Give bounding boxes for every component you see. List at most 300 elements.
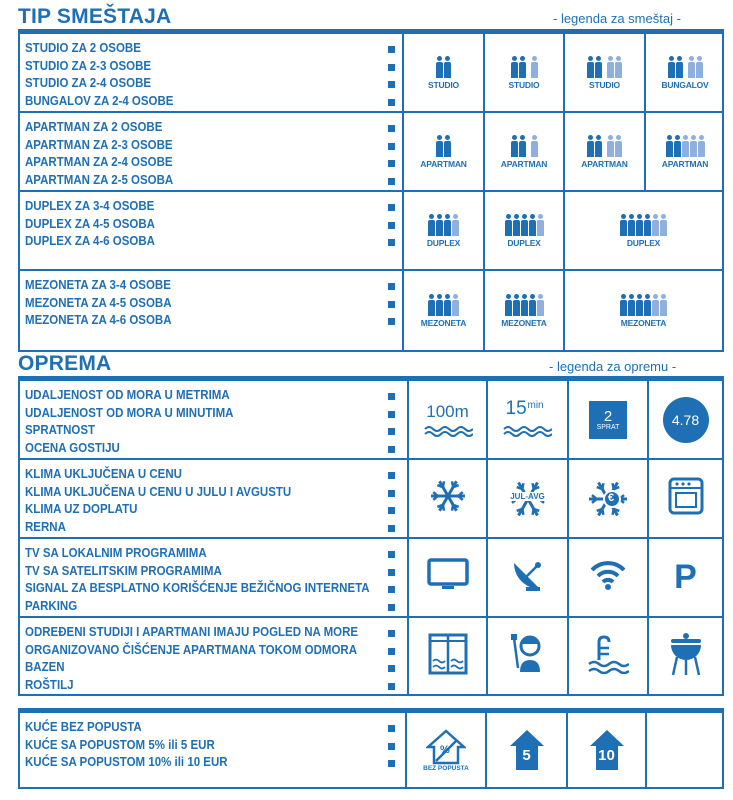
people-icon [620,214,667,236]
person-icon [660,214,667,236]
person-head [653,294,658,299]
people-icon [587,135,622,157]
legend-smestaj: - legenda za smeštaj - [553,11,681,26]
equipment-cell [486,539,567,616]
people-icon [436,135,451,157]
bullets [388,551,395,621]
equipment-cell [407,381,486,458]
person-icon [644,214,651,236]
floor-word: SPRAT [596,423,620,431]
person-head [445,135,450,140]
person-body [587,141,594,157]
person-head [645,214,650,219]
row-label: STUDIO ZA 2-4 OSOBE [25,76,152,90]
row-label: KUĆE SA POPUSTOM 5% ili 5 EUR [25,737,215,752]
bullet [388,178,395,185]
row-labels [25,719,245,772]
row-label: PARKING [25,598,78,613]
table-row [20,460,722,539]
person-head [699,135,704,140]
equipment-cell [647,460,722,537]
person-icon [513,214,520,236]
no-discount-caption: BEZ POPUSTA [423,764,469,772]
person-icon [513,294,520,316]
person-icon [436,56,443,78]
person-body [628,300,635,316]
person-body [529,220,536,236]
person-icon [696,56,703,78]
people-icon [511,135,538,157]
snowflake-icon [428,476,468,521]
person-body [521,300,528,316]
people-icon [668,56,703,78]
row-label: UDALJENOST OD MORA U MINUTIMA [25,405,234,420]
person-body [652,300,659,316]
person-icon [537,214,544,236]
person-icon [615,56,622,78]
person-head [512,135,517,140]
person-head [437,56,442,61]
person-body [652,220,659,236]
person-icon [529,294,536,316]
person-body [519,62,526,78]
person-icon [511,135,518,157]
euro-sign: € [608,491,615,504]
person-icon [529,214,536,236]
person-body [607,62,614,78]
section-title-oprema: OPREMA [18,352,112,375]
row-label: ORGANIZOVANO ČIŠĆENJE APARTMANA TOKOM ODMORA [25,642,358,657]
equipment-cell [407,460,486,537]
person-head [520,56,525,61]
person-head [697,56,702,61]
bullet [388,204,395,211]
people-icon [511,56,538,78]
row-label: KUĆE BEZ POPUSTA [25,720,142,734]
type-caption: STUDIO [589,79,620,90]
person-head [691,135,696,140]
oprema-table [18,379,724,696]
person-body [444,141,451,157]
spacer [684,56,687,78]
person-body [513,300,520,316]
person-body [436,220,443,236]
person-icon [595,135,602,157]
bullet [388,393,395,400]
person-head [445,294,450,299]
person-head [522,294,527,299]
bullet [388,630,395,637]
row-label: APARTMAN ZA 2-3 OSOBE [25,137,173,152]
people-icon [587,56,622,78]
person-body [444,300,451,316]
person-icon [595,56,602,78]
person-head [669,56,674,61]
no-discount-house-icon: % BEZ POPUSTA [423,729,469,772]
bullet [388,648,395,655]
person-icon [652,294,659,316]
row-label: KUĆE SA POPUSTOM 10% ili 10 EUR [25,755,228,769]
person-head [429,294,434,299]
person-icon [688,56,695,78]
row-label: MEZONETA ZA 4-5 OSOBA [25,295,172,310]
row-label: SIGNAL ZA BESPLATNO KORIŠĆENJE BEŽIČNOG INTERNETA [25,581,370,595]
person-head [629,294,634,299]
discount-cell [405,713,485,787]
person-head [453,214,458,219]
person-icon [587,56,594,78]
bullet [388,46,395,53]
equipment-cell [567,539,647,616]
person-icon [660,294,667,316]
row-labels [25,545,400,615]
person-icon [436,135,443,157]
person-head [689,56,694,61]
type-caption: APARTMAN [581,158,628,169]
person-body [595,141,602,157]
bullet [388,239,395,246]
distance-minutes-icon [502,397,554,438]
person-body [595,62,602,78]
snowflake-euro-icon [586,477,630,521]
person-icon [531,56,538,78]
row-label: MEZONETA ZA 3-4 OSOBE [25,278,171,292]
discount-5-house-icon [508,728,546,772]
person-head [596,135,601,140]
person-head [661,294,666,299]
bullet [388,446,395,453]
person-head [512,56,517,61]
person-head [532,56,537,61]
type-caption: DUPLEX [626,237,661,248]
type-cell [644,113,724,190]
person-head [506,294,511,299]
person-icon [674,135,681,157]
bullets [388,725,395,778]
equipment-cell [486,381,567,458]
person-icon [511,56,518,78]
person-body [537,220,544,236]
people-icon [505,214,544,236]
type-caption: DUPLEX [426,237,461,248]
person-icon [615,135,622,157]
person-head [588,56,593,61]
floor-number: 2 [603,407,613,425]
bullets [388,125,395,195]
people-icon [620,294,667,316]
table-row [20,713,722,787]
row-labels [25,119,186,189]
type-caption: STUDIO [428,79,459,90]
bullet [388,743,395,750]
bullet [388,301,395,308]
row-labels [25,277,184,330]
people-icon [428,294,459,316]
row-label: BUNGALOV ZA 2-4 OSOBE [25,93,174,108]
person-body [531,141,538,157]
bullet [388,604,395,611]
discount-5-text: 5 [522,747,531,764]
row-label: TV SA SATELITSKIM PROGRAMIMA [25,563,222,578]
person-body [452,300,459,316]
person-body [607,141,614,157]
person-body [444,62,451,78]
equipment-cell [647,539,722,616]
smestaj-table [18,32,724,352]
table-row [20,271,722,350]
person-head [520,135,525,140]
person-body [660,300,667,316]
rating-value: 4.78 [663,397,709,443]
bullet [388,507,395,514]
spacer [603,56,606,78]
minutes-text: 15 [505,397,527,419]
bullet [388,490,395,497]
person-icon [587,135,594,157]
person-icon [698,135,705,157]
person-head [645,294,650,299]
person-head [629,214,634,219]
person-body [668,62,675,78]
row-labels [25,387,252,457]
type-cell [563,113,644,190]
table-row [20,618,722,694]
person-icon [519,56,526,78]
bullet [388,160,395,167]
type-cell [402,271,483,350]
bullet [388,472,395,479]
person-head [683,135,688,140]
row-label: ODREĐENI STUDIJI I APARTMANI IMAJU POGLED NA MORE [25,625,359,639]
equipment-cell [567,618,647,694]
sea-view-window-icon [428,633,468,680]
person-head [514,294,519,299]
person-head [608,56,613,61]
spacer [527,135,530,157]
person-body [511,141,518,157]
bullet [388,411,395,418]
bullet [388,99,395,106]
bullet [388,760,395,767]
person-head [637,214,642,219]
person-head [621,214,626,219]
person-head [437,214,442,219]
meters-text: 100m [426,401,469,421]
equipment-cell [567,381,647,458]
row-label: ROŠTILJ [25,677,74,692]
person-body [644,300,651,316]
bullet [388,725,395,732]
popust-table [18,711,724,789]
type-cell [483,34,563,111]
row-labels [25,466,314,536]
person-body [519,141,526,157]
row-label: APARTMAN ZA 2-5 OSOBA [25,172,174,187]
bullets [388,204,395,257]
row-label: DUPLEX ZA 4-5 OSOBA [25,216,155,231]
person-body [537,300,544,316]
equipment-cell [407,618,486,694]
discount-cell [566,713,645,787]
person-icon [652,214,659,236]
type-cell [402,34,483,111]
person-body [428,220,435,236]
person-body [666,141,673,157]
person-icon [666,135,673,157]
bullet [388,318,395,325]
person-body [436,141,443,157]
bullet [388,81,395,88]
type-caption: BUNGALOV [661,79,709,90]
person-icon [628,294,635,316]
person-icon [531,135,538,157]
type-caption: MEZONETA [620,317,667,328]
row-label: MEZONETA ZA 4-6 OSOBA [25,313,172,327]
person-icon [505,294,512,316]
section-title-smestaj: TIP SMEŠTAJA [18,5,172,28]
discount-cell [485,713,566,787]
row-label: APARTMAN ZA 2-4 OSOBE [25,155,173,169]
person-head [637,294,642,299]
person-body [587,62,594,78]
person-head [596,56,601,61]
person-body [698,141,705,157]
floor-icon [589,401,627,439]
row-label: BAZEN [25,660,65,674]
person-head [667,135,672,140]
person-head [621,294,626,299]
row-label: DUPLEX ZA 4-6 OSOBA [25,234,155,248]
bullet [388,665,395,672]
row-label: KLIMA UKLJUČENA U CENU U JULU I AVGUSTU [25,484,292,499]
person-icon [628,214,635,236]
person-head [538,294,543,299]
type-caption: MEZONETA [420,317,467,328]
bullet [388,569,395,576]
equipment-cell [567,460,647,537]
rating-icon [663,397,709,443]
bullets [388,283,395,336]
person-icon [682,135,689,157]
equipment-cell [486,618,567,694]
person-head [453,294,458,299]
table-row [20,539,722,618]
person-icon [436,294,443,316]
row-label: OCENA GOSTIJU [25,440,120,455]
person-head [429,214,434,219]
row-label: SPRATNOST [25,423,96,437]
bullet [388,428,395,435]
person-icon [444,214,451,236]
person-body [690,141,697,157]
type-cell [644,34,724,111]
person-head [616,135,621,140]
person-head [514,214,519,219]
person-icon [521,214,528,236]
person-icon [444,135,451,157]
table-row [20,34,722,113]
person-body [505,300,512,316]
type-caption: APARTMAN [420,158,467,169]
row-labels [25,40,186,110]
person-head [530,214,535,219]
jul-avg-text: JUL-AVG [506,492,550,501]
row-label: KLIMA UZ DOPLATU [25,502,138,516]
person-body [529,300,536,316]
people-icon [505,294,544,316]
type-caption: MEZONETA [501,317,547,328]
bullet [388,143,395,150]
person-icon [444,294,451,316]
person-head [616,56,621,61]
person-body [513,220,520,236]
bullets [388,630,395,700]
people-icon [666,135,705,157]
min-text: min [527,399,544,411]
person-icon [668,56,675,78]
type-caption: APARTMAN [661,158,709,169]
row-label: UDALJENOST OD MORA U METRIMA [25,388,230,402]
person-head [506,214,511,219]
person-body [452,220,459,236]
type-caption: STUDIO [508,79,540,90]
table-row [20,113,722,192]
spacer [527,56,530,78]
person-body [521,220,528,236]
person-head [677,56,682,61]
bullet [388,683,395,690]
person-head [445,214,450,219]
type-cell [483,113,563,190]
type-caption: DUPLEX [507,237,541,248]
person-head [675,135,680,140]
person-body [511,62,518,78]
equipment-cell [647,381,722,458]
parking-letter: P [674,558,697,596]
table-row [20,192,722,271]
person-head [530,294,535,299]
person-icon [521,294,528,316]
person-body [436,62,443,78]
person-body [688,62,695,78]
table-row [20,381,722,460]
person-body [615,62,622,78]
person-head [588,135,593,140]
person-icon [519,135,526,157]
person-body [620,220,627,236]
grill-icon [667,631,705,682]
type-caption: APARTMAN [500,158,548,169]
row-label: STUDIO ZA 2 OSOBE [25,41,141,55]
parking-icon [674,558,697,597]
person-head [437,135,442,140]
oven-icon [668,477,704,520]
person-body [636,300,643,316]
person-body [428,300,435,316]
equipment-cell [407,539,486,616]
row-label: DUPLEX ZA 3-4 OSOBE [25,199,155,213]
person-icon [428,294,435,316]
bullet [388,283,395,290]
person-body [636,220,643,236]
row-labels [25,624,387,694]
person-head [608,135,613,140]
person-icon [444,56,451,78]
person-body [436,300,443,316]
person-body [644,220,651,236]
person-icon [607,56,614,78]
distance-meters-icon [423,402,473,438]
